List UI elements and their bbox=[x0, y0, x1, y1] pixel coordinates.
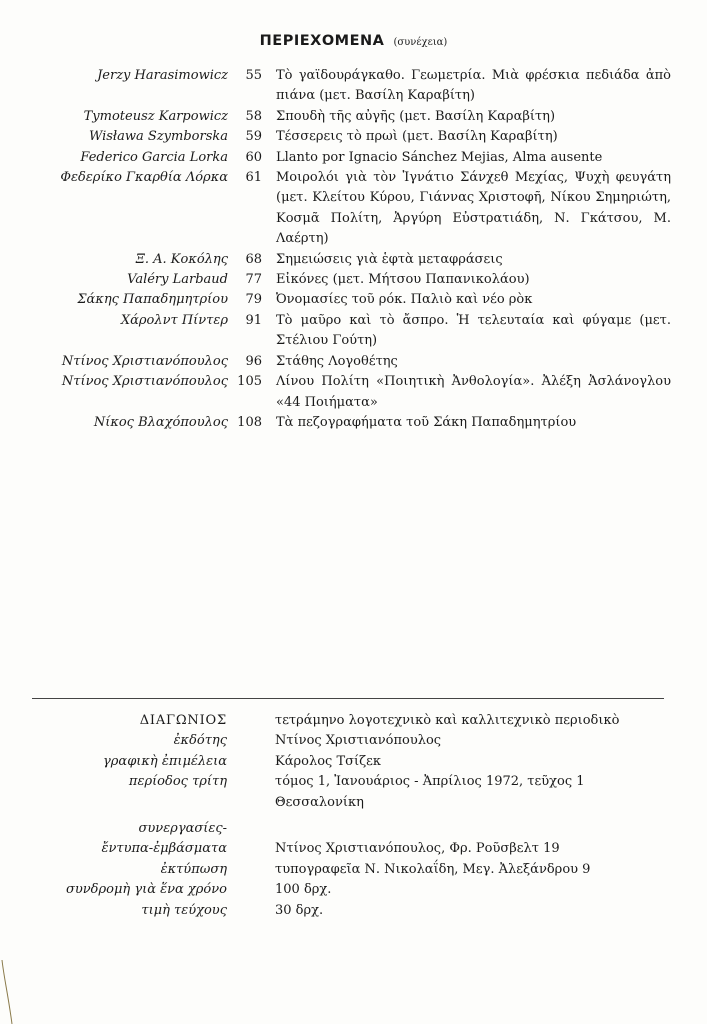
toc-page: 96 bbox=[245, 353, 262, 369]
colophon-row bbox=[0, 860, 707, 880]
page-edge-mark bbox=[0, 960, 14, 1024]
colophon-value: Κάρολος Τσίζεκ bbox=[275, 753, 381, 769]
toc-entry bbox=[0, 372, 707, 413]
colophon-label: περίοδος τρίτη bbox=[128, 774, 227, 790]
colophon-value: Ντίνος Χριστιανόπουλος bbox=[275, 733, 442, 749]
toc-author: Ξ. Α. Κοκόλης bbox=[135, 251, 228, 267]
section-divider bbox=[32, 698, 664, 699]
colophon-value: 30 δρχ. bbox=[275, 902, 324, 918]
toc-page: 108 bbox=[237, 414, 262, 430]
toc-page: 58 bbox=[245, 108, 262, 124]
toc-page: 68 bbox=[245, 251, 262, 267]
toc-entry bbox=[0, 413, 707, 433]
toc-title: Σπουδὴ τῆς αὐγῆς (μετ. Βασίλη Καραβίτη) bbox=[276, 108, 556, 124]
toc-author: Χάρολντ Πίντερ bbox=[120, 312, 228, 328]
colophon-value: Θεσσαλονίκη bbox=[275, 794, 364, 810]
toc-entry bbox=[0, 290, 707, 310]
toc-page: 61 bbox=[245, 170, 262, 186]
colophon-row bbox=[0, 839, 707, 859]
colophon-label: ἐκδότης bbox=[173, 733, 227, 749]
toc-entry bbox=[0, 270, 707, 290]
colophon-value: τόμος 1, Ἰανουάριος - Ἀπρίλιος 1972, τεῦχος 1 bbox=[275, 774, 585, 790]
colophon-value: 100 δρχ. bbox=[275, 882, 332, 898]
colophon-row bbox=[0, 772, 707, 792]
toc-page: 59 bbox=[245, 129, 262, 145]
toc-title: Llanto por Ignacio Sánchez Mejias, Alma ausente bbox=[276, 149, 603, 165]
colophon-row bbox=[0, 901, 707, 921]
toc-entry bbox=[0, 250, 707, 270]
toc-entry bbox=[0, 107, 707, 127]
colophon-row bbox=[0, 793, 707, 813]
colophon-label: συνεργασίες- bbox=[138, 821, 227, 837]
toc-title: Τὰ πεζογραφήματα τοῦ Σάκη Παπαδημητρίου bbox=[276, 414, 577, 430]
toc-entry bbox=[0, 311, 707, 352]
toc-author: Ντίνος Χριστιανόπουλος bbox=[61, 353, 228, 369]
contents-heading bbox=[0, 30, 707, 49]
toc-author: Jerzy Harasimowicz bbox=[97, 68, 228, 83]
toc-title: Τὸ μαῦρο καὶ τὸ ἄσπρο. Ἡ τελευταία καὶ φύγαμε (μετ. Στέλιου Γούτη) bbox=[276, 312, 671, 349]
toc-page: 55 bbox=[245, 68, 262, 83]
toc-author: Νίκος Βλαχόπουλος bbox=[93, 414, 228, 430]
toc-page: 91 bbox=[245, 312, 262, 328]
toc-page: 105 bbox=[237, 374, 262, 390]
toc-entry bbox=[0, 148, 707, 168]
toc-title: Μοιρολόι γιὰ τὸν Ἰγνάτιο Σάνχεθ Μεχίας, Ψυχὴ φευγάτη (μετ. Κλείτου Κύρου, Γιάννας Χριστοφῆ, Νίκου Σημηριώτη, Κοσμᾶ Πολίτη, Ἀργύρη Εὐστρατιάδη, Ν. Γκάτσου, Μ. Λαέρτη) bbox=[276, 170, 671, 247]
toc-author: Φεδερίκο Γκαρθία Λόρκα bbox=[60, 170, 228, 186]
colophon bbox=[0, 711, 707, 921]
colophon-label: ΔΙΑΓΩΝΙΟΣ bbox=[139, 713, 227, 728]
colophon-row bbox=[0, 752, 707, 772]
toc-author: Valéry Larbaud bbox=[127, 272, 228, 288]
toc-entry bbox=[0, 352, 707, 372]
toc-title: Τὸ γαϊδουράγκαθο. Γεωμετρία. Μιὰ φρέσκια πεδιάδα ἀπὸ πιάνα (μετ. Βασίλη Καραβίτη) bbox=[276, 68, 671, 104]
toc-title: Λίνου Πολίτη «Ποιητικὴ Ἀνθολογία». Ἀλέξη Ἀσλάνογλου «44 Ποιήματα» bbox=[276, 374, 671, 410]
colophon-value: τετράμηνο λογοτεχνικὸ καὶ καλλιτεχνικὸ περιοδικὸ bbox=[275, 713, 620, 728]
colophon-row bbox=[0, 819, 707, 839]
toc-entry bbox=[0, 168, 707, 250]
toc-title: Ὀνομασίες τοῦ ρόκ. Παλιὸ καὶ νέο ρὸκ bbox=[276, 292, 533, 308]
toc-title: Σημειώσεις γιὰ ἑφτὰ μεταφράσεις bbox=[276, 251, 503, 267]
colophon-label: τιμὴ τεύχους bbox=[141, 902, 227, 918]
table-of-contents bbox=[0, 66, 707, 433]
colophon-row bbox=[0, 731, 707, 751]
toc-author: Wisława Szymborska bbox=[88, 129, 228, 145]
colophon-label: γραφικὴ ἐπιμέλεια bbox=[103, 753, 227, 769]
toc-entry bbox=[0, 127, 707, 147]
colophon-label: ἐκτύπωση bbox=[160, 861, 227, 877]
toc-page: 79 bbox=[245, 292, 262, 308]
contents-subtitle: (συνέχεια) bbox=[393, 37, 448, 48]
colophon-value bbox=[275, 819, 675, 839]
colophon-row bbox=[0, 880, 707, 900]
toc-author: Tymoteusz Karpowicz bbox=[83, 108, 228, 124]
toc-author: Σάκης Παπαδημητρίου bbox=[77, 292, 228, 308]
toc-author: Federico Garcia Lorka bbox=[80, 149, 228, 165]
toc-page: 77 bbox=[245, 272, 262, 288]
toc-author: Ντίνος Χριστιανόπουλος bbox=[61, 374, 228, 390]
colophon-value: Ντίνος Χριστιανόπουλος, Φρ. Ροῦσβελτ 19 bbox=[275, 841, 560, 857]
colophon-label: ἔντυπα-ἐμβάσματα bbox=[101, 841, 227, 857]
contents-title: ΠΕΡΙΕΧΟΜΕΝΑ bbox=[259, 33, 385, 49]
toc-title: Τέσσερεις τὸ πρωὶ (μετ. Βασίλη Καραβίτη) bbox=[276, 129, 558, 145]
colophon-label: συνδρομὴ γιὰ ἕνα χρόνο bbox=[66, 882, 227, 898]
toc-entry bbox=[0, 66, 707, 107]
toc-title: Στάθης Λογοθέτης bbox=[276, 353, 398, 369]
toc-page: 60 bbox=[245, 149, 262, 165]
colophon-label bbox=[0, 793, 227, 813]
toc-title: Εἰκόνες (μετ. Μήτσου Παπανικολάου) bbox=[276, 272, 530, 288]
colophon-value: τυπογραφεῖα Ν. Νικολαΐδη, Μεγ. Ἀλεξάνδρου 9 bbox=[275, 861, 591, 877]
colophon-row bbox=[0, 711, 707, 731]
